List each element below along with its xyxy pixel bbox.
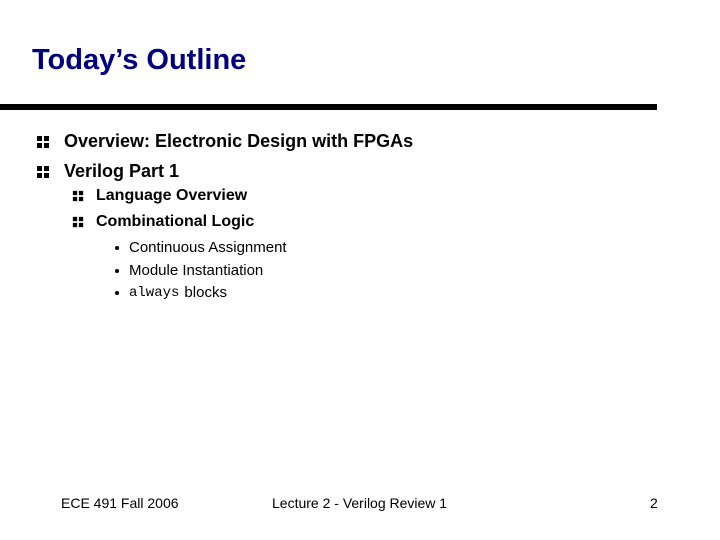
sub-bullet-language-overview: [72, 187, 247, 205]
bullet-verilog-part1: [36, 161, 179, 182]
code-keyword: always: [129, 284, 180, 301]
bullet-text: Verilog Part 1: [64, 161, 180, 181]
square-bullet-icon: [72, 190, 84, 202]
dot-bullet-icon: [115, 246, 119, 250]
square-bullet-icon: [72, 216, 84, 228]
sub-sub-bullet-text: blocks: [184, 284, 227, 301]
footer-course: ECE 491 Fall 2006: [61, 495, 179, 511]
sub-sub-bullet-text: Module Instantiation: [129, 262, 264, 279]
sub-bullet-text: Language Overview: [96, 187, 248, 204]
bullet-text: Overview: Electronic Design with FPGAs: [64, 131, 414, 151]
dot-bullet-icon: [115, 291, 119, 295]
footer-lecture: Lecture 2 - Verilog Review 1: [272, 495, 448, 511]
sub-sub-bullet-always-blocks: [110, 284, 227, 301]
bullet-overview: [36, 131, 413, 152]
sub-sub-bullet-text: Continuous Assignment: [129, 239, 287, 256]
sub-sub-bullet-module-instantiation: [110, 262, 263, 279]
square-bullet-icon: [36, 135, 50, 149]
sub-bullet-text: Combinational Logic: [96, 213, 255, 230]
dot-bullet-icon: [115, 269, 119, 273]
sub-sub-bullet-continuous-assignment: [110, 239, 287, 256]
page-number: 2: [650, 495, 658, 511]
slide-title: Today’s Outline: [32, 44, 247, 76]
title-divider: [0, 104, 657, 110]
sub-bullet-combinational-logic: [72, 213, 254, 231]
square-bullet-icon: [36, 165, 50, 179]
